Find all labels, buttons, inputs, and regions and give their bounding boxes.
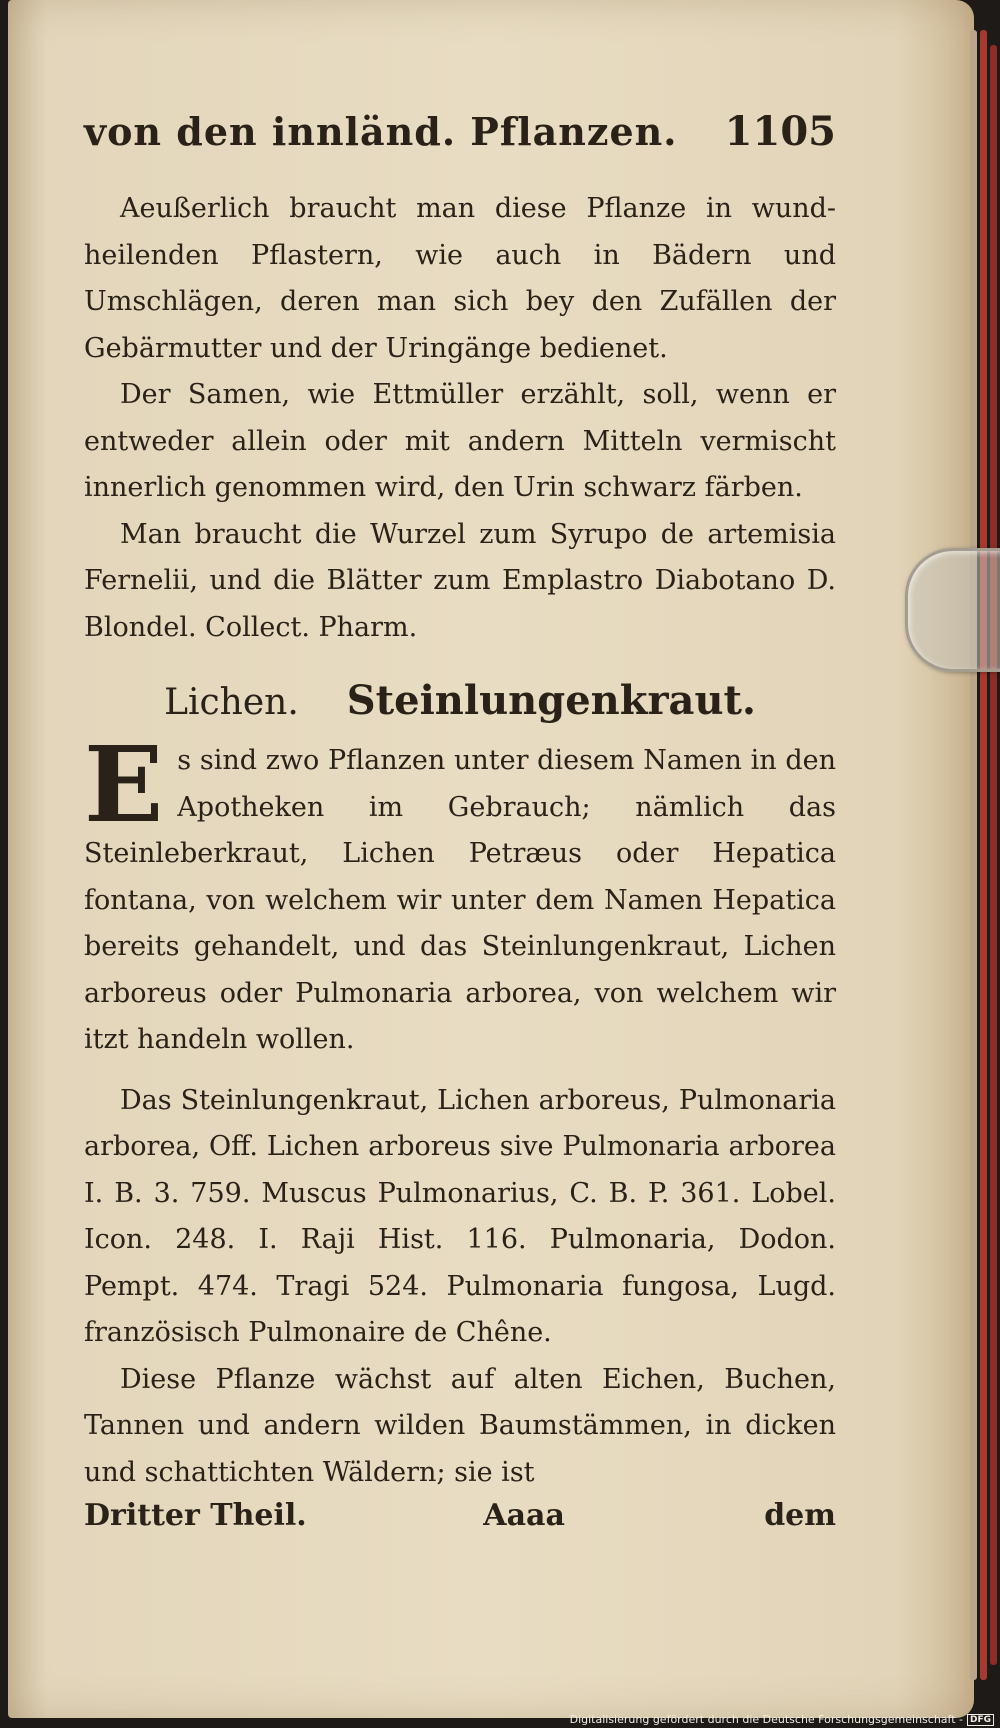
paragraph: Man braucht die Wurzel zum Syrupo de artemisia Fernelii, und die Blätter zum Emplastro Diabotano D. Blondel. Collect. Pharm. — [84, 518, 836, 643]
page-number: 1105 — [724, 108, 836, 155]
section-heading-german: Steinlungenkraut. — [346, 677, 756, 724]
dfg-logo: DFG — [967, 1714, 994, 1726]
running-header — [84, 108, 836, 186]
credit-text: Digitalisierung gefördert durch die Deutsche Forschungsgemeinschaft - — [569, 1713, 963, 1726]
catchword: dem — [764, 1498, 836, 1533]
volume-label: Dritter Theil. — [84, 1498, 307, 1533]
paragraph: Das Steinlungenkraut, Lichen arboreus, Pulmonaria arborea, Off. Lichen arboreus sive Pulmonaria arborea I. B. 3. 759. Muscus Pulmonarius, C. B. P. 361. Lobel. Icon. 248. I. Raji Hist. 116. Pulmonaria, Dodon. Pempt. 474. Tragi 524. Pulmonaria fungosa, Lugd. französisch Pulmonaire de Chêne. — [84, 1084, 836, 1348]
running-title: von den innländ. Pflanzen. — [84, 109, 678, 154]
page-edge — [970, 30, 977, 1680]
signature-mark: Aaaa — [483, 1498, 565, 1533]
paragraph: Diese Pflanze wächst auf alten Eichen, Buchen, Tannen und andern wilden Baumstämmen, in dicken und schattichten Wäldern; sie ist — [84, 1363, 836, 1488]
paragraph-text: s sind zwo Pflanzen unter diesem Namen in den Apotheken im Gebrauch; nämlich das Steinleberkraut, Lichen Petræus oder Hepatica fontana, von welchem wir unter dem Namen Hepatica bereits gehandelt, und das Steinlungenkraut, Lichen arboreus oder Pulmonaria arborea, von welchem wir itzt handeln wollen. — [84, 745, 836, 1055]
page-footer — [84, 1498, 836, 1533]
section-heading-latin: Lichen. — [164, 682, 299, 723]
drop-cap: E — [84, 723, 164, 846]
digitization-credit — [570, 1713, 994, 1726]
paragraph — [84, 723, 836, 1064]
page-text — [84, 108, 836, 1533]
paragraph: Der Samen, wie Ettmüller erzählt, soll, wenn er entweder allein oder mit andern Mitteln vermischt innerlich genommen wird, den Urin schwarz färben. — [84, 379, 836, 503]
section-heading — [84, 677, 836, 724]
page-clip — [905, 548, 1000, 672]
book-edge-dark — [990, 45, 997, 1665]
paragraph: Aeußerlich braucht man diese Pflanze in wund-heilenden Pflastern, wie auch in Bädern und Umschlägen, deren man sich bey den Zufällen der Gebärmutter und der Uringänge bedienet. — [84, 193, 836, 364]
spacer — [84, 1064, 836, 1078]
book-edge-red — [980, 30, 987, 1680]
